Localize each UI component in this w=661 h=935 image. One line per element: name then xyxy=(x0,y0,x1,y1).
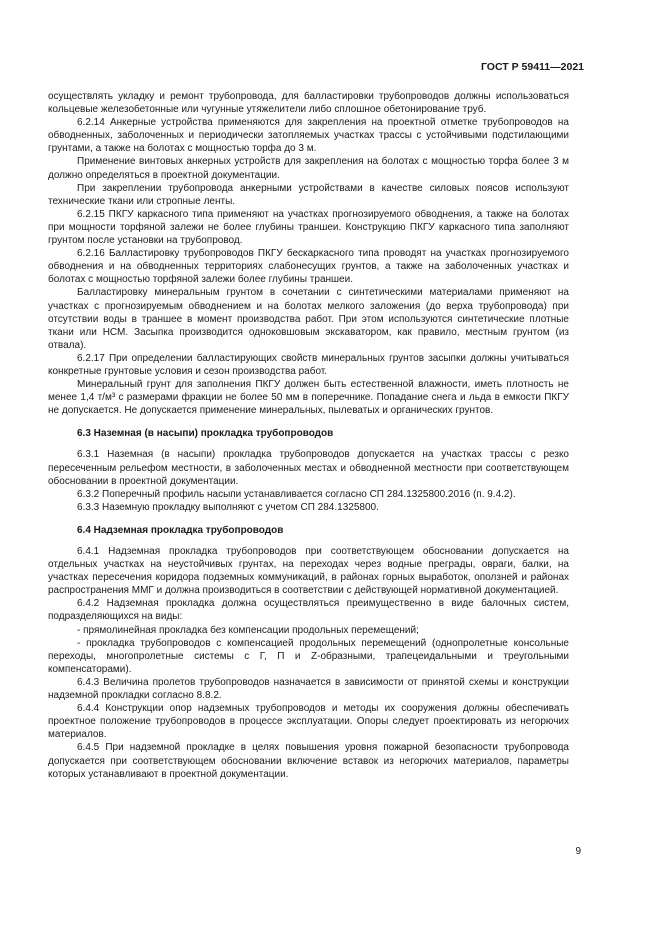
paragraph: 6.4.5 При надземной прокладке в целях повышения уровня пожарной безопасности трубопровода допускается при соответствующем обосновании включение вставок из негорючих материалов, параметры которых устанавливают в проектной документации. xyxy=(48,742,569,780)
list-item: - прямолинейная прокладка без компенсации продольных перемещений; xyxy=(77,624,419,636)
list-item: - прокладка трубопроводов с компенсацией продольных перемещений (однопролетные консольные переходы, многопролетные системы с Г, П и Z-образными, трапецеидальными и треугольными компенсаторами). xyxy=(48,637,569,675)
paragraph: 6.2.16 Балластировку трубопроводов ПКГУ бескаркасного типа проводят на участках прогнозируемого обводнения и на обводненных территориях слабонесущих грунтов, а также на заболоченных участках и болотах с мощностью торфяной залежи более глубины траншеи. xyxy=(48,248,569,286)
paragraph: 6.4.2 Надземная прокладка должна осуществляться преимущественно в виде балочных систем, подразделяющихся на виды: xyxy=(48,598,569,623)
paragraph: Балластировку минеральным грунтом в сочетании с синтетическими материалами применяют на участках с прогнозируемым обводнением и на болотах мелкого заложения (до верха трубопровода) при отсутствии воды в траншее в момент производства работ. При этом используются синтетические плотные ткани или НСМ. Засыпка производится одноковшовым экскаватором, как правило, местным грунтом (из отвала). xyxy=(48,287,569,351)
paragraph: 6.3.2 Поперечный профиль насыпи устанавливается согласно СП 284.1325800.2016 (п. 9.4.2). xyxy=(77,488,516,500)
paragraph: 6.4.4 Конструкции опор надземных трубопроводов и методы их сооружения должны обеспечивать проектное положение трубопроводов в процессе эксплуатации. Опоры следует проектировать из негорючих материалов. xyxy=(48,703,569,741)
paragraph: 6.2.14 Анкерные устройства применяются для закрепления на проектной отметке трубопроводов на обводненных, заболоченных и периодически затопляемых участках трассы с устойчивыми подстилающими грунтами, а также на болотах с мощностью торфа до 3 м. xyxy=(48,117,569,155)
page-number: 9 xyxy=(575,846,581,857)
paragraph: 6.2.15 ПКГУ каркасного типа применяют на участках прогнозируемого обводнения, а также на болотах при мощности торфяной залежи не более глубины траншеи. Конструкцию ПКГУ каркасного типа заполняют грунтом после установки на трубопровод. xyxy=(48,208,569,247)
paragraph: 6.3.1 Наземная (в насыпи) прокладка трубопроводов допускается на участках трассы с резко пересеченным рельефом местности, в заболоченных местах и обводненной местности при соответствующем обосновании в проектной документации. xyxy=(48,449,569,487)
section-heading: 6.3 Наземная (в насыпи) прокладка трубопроводов xyxy=(77,428,334,440)
paragraph: 6.4.3 Величина пролетов трубопроводов назначается в зависимости от принятой схемы и конструкции надземной прокладки согласно 8.8.2. xyxy=(48,676,569,702)
document-body xyxy=(48,90,569,781)
document-code-header: ГОСТ Р 59411—2021 xyxy=(480,61,584,73)
paragraph: 6.2.17 При определении балластирующих свойств минеральных грунтов засыпки должны учитываться конкретные грунтовые условия и сезон производства работ. xyxy=(48,352,569,377)
paragraph: 6.3.3 Наземную прокладку выполняют с учетом СП 284.1325800. xyxy=(77,501,379,513)
paragraph: При закреплении трубопровода анкерными устройствами в качестве силовых поясов используют технические ткани или стропные ленты. xyxy=(48,182,569,207)
paragraph: 6.4.1 Надземная прокладка трубопроводов при соответствующем обосновании допускается на отдельных участках на неустойчивых грунтах, на переходах через водные преграды, овраги, балки, на участках пересечения коридора подземных коммуникаций, в районах горных выработок, оползней и районах распространения ММГ и должна производиться в соответствии с действующей нормативной документацией. xyxy=(48,546,569,597)
paragraph: Применение винтовых анкерных устройств для закрепления на болотах с мощностью торфа более 3 м должно определяться в проектной документации. xyxy=(48,156,569,181)
section-heading: 6.4 Надземная прокладка трубопроводов xyxy=(77,524,284,536)
paragraph: осуществлять укладку и ремонт трубопровода, для балластировки трубопроводов должны использоваться кольцевые железобетонные или чугунные утяжелители либо сплошное обетонирование труб. xyxy=(48,91,569,116)
paragraph: Минеральный грунт для заполнения ПКГУ должен быть естественной влажности, иметь плотность не менее 1,4 т/м³ с размерами фракции не более 50 мм в поперечнике. Попадание снега и льда в емкости ПКГУ не допускается. Не допускается применение минеральных, пылеватых и органических грунтов. xyxy=(48,379,569,417)
